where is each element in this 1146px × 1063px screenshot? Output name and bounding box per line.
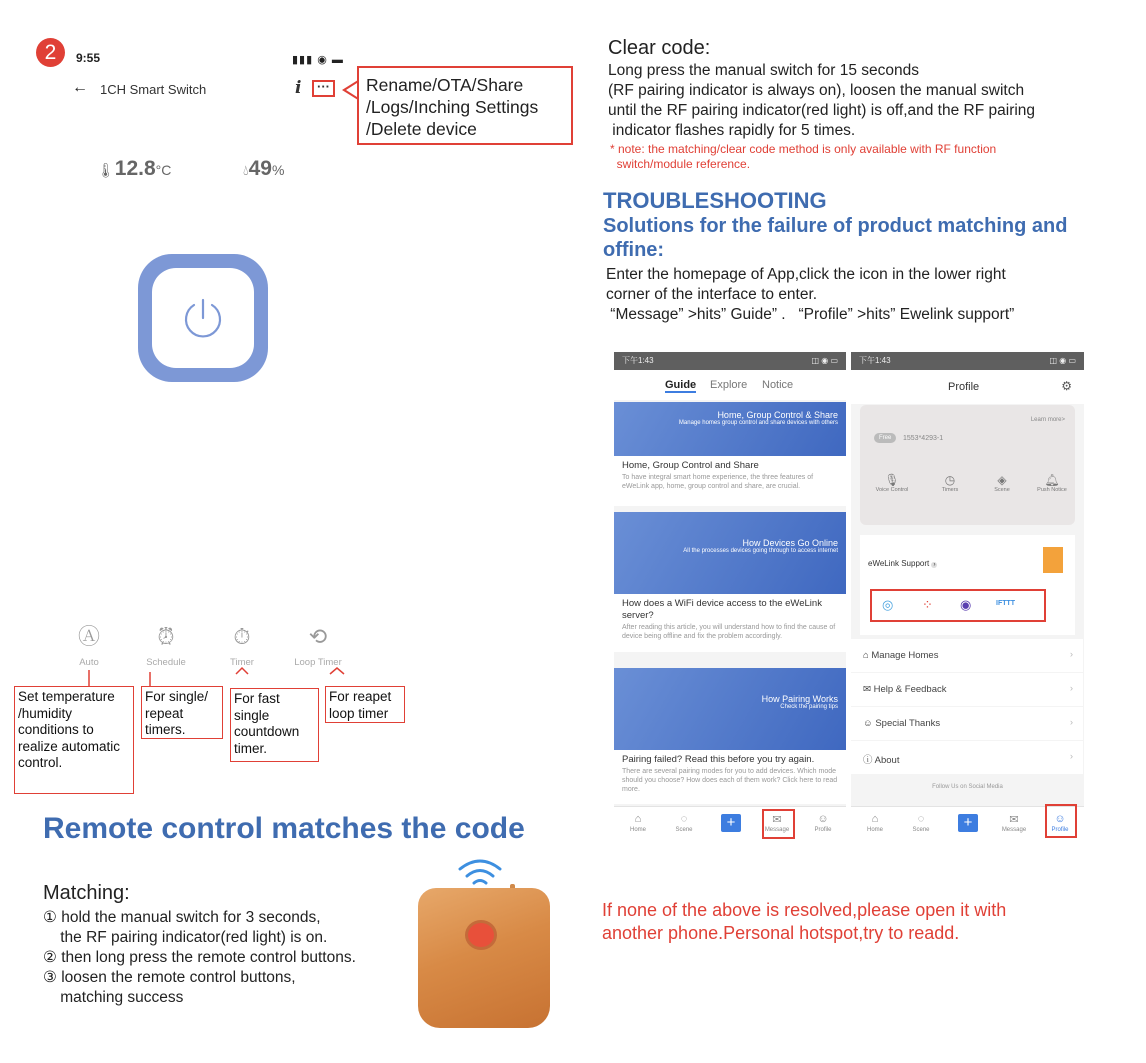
shortcut-label: Push Notice: [1037, 487, 1067, 493]
guide-status-icons: ◫ ◉ ▭: [811, 356, 838, 365]
power-button-face[interactable]: [152, 268, 254, 368]
matching-step: matching success: [43, 989, 184, 1006]
callout-rename: Rename/OTA/Share /Logs/Inching Settings /Delete device: [357, 66, 573, 145]
banner-subtitle: All the processes devices going through to access internet: [683, 548, 838, 554]
final-advice: [602, 899, 1006, 945]
clear-line: indicator flashes rapidly for 5 times.: [608, 122, 856, 139]
card-title: How does a WiFi device access to the eWeLink server?: [622, 598, 822, 621]
nav-message[interactable]: [996, 813, 1032, 833]
matching-step: ① hold the manual switch for 3 seconds,: [43, 909, 321, 926]
guide-card[interactable]: [614, 512, 846, 652]
card-title: Home, Group Control and Share: [622, 460, 759, 471]
menu-icon: ⓘ: [863, 755, 873, 766]
more-menu-button[interactable]: ···: [312, 80, 335, 97]
callout-connectors: [0, 640, 400, 690]
clear-code-body: [608, 61, 1035, 141]
nav-label: Profile: [814, 827, 832, 833]
remote-control-image: [418, 888, 550, 1028]
microphone-icon: 🎙︎: [884, 473, 900, 487]
profile-card: [860, 405, 1075, 525]
note-line: * note: the matching/clear code method is only available with RF function: [610, 142, 997, 156]
clear-line: Long press the manual switch for 15 seconds: [608, 62, 920, 79]
temperature-unit: °C: [155, 162, 172, 178]
support-card: [860, 535, 1075, 635]
nav-label: Home: [866, 827, 883, 833]
body-line: corner of the interface to enter.: [606, 286, 818, 303]
clock-icon: ◷: [944, 473, 956, 487]
troubleshooting-body: [606, 265, 1014, 325]
note-line: switch/module reference.: [610, 157, 751, 171]
menu-manage-homes[interactable]: [851, 639, 1083, 672]
tab-notice[interactable]: Notice: [762, 379, 794, 391]
callout-loop-timer: For reapet loop timer: [325, 686, 405, 723]
menu-icon: ⌂: [863, 650, 869, 661]
integrations-highlight: [870, 589, 1046, 622]
profile-highlight: [1045, 804, 1077, 838]
profile-icon: ☺: [1054, 813, 1066, 825]
chevron-right-icon: ›: [1069, 683, 1073, 694]
smartthings-icon[interactable]: ◉: [960, 597, 972, 612]
final-line: If none of the above is resolved,please open it with: [602, 900, 1007, 920]
clear-code-title: Clear code:: [608, 37, 711, 59]
shortcut-scene[interactable]: [982, 473, 1022, 493]
card-banner: [614, 512, 846, 594]
user-id: 1553*4293-1: [903, 435, 944, 442]
troubleshooting-title: TROUBLESHOOTING: [603, 188, 827, 213]
chevron-right-icon: ›: [1069, 751, 1073, 762]
profile-status-time: 下午1:43: [859, 356, 891, 365]
temperature-readout: [97, 157, 171, 181]
matching-step: the RF pairing indicator(red light) is on.: [43, 929, 328, 946]
status-time: 9:55: [76, 51, 101, 65]
cube-icon: ◈: [997, 473, 1007, 487]
banner-title: How Pairing Works: [761, 694, 838, 704]
tool-label: Timer: [230, 657, 254, 668]
shortcut-push-notice[interactable]: [1030, 473, 1074, 493]
menu-help-feedback[interactable]: [851, 673, 1083, 706]
support-title[interactable]: [868, 559, 937, 568]
banner-subtitle: Check the pairing tips: [780, 704, 838, 710]
menu-label: About: [874, 755, 900, 766]
nav-home[interactable]: [857, 813, 893, 833]
remote-red-button: [465, 920, 497, 950]
menu-about[interactable]: [851, 741, 1083, 774]
tab-guide[interactable]: Guide: [665, 379, 697, 391]
message-icon: ✉: [1009, 814, 1019, 826]
google-assistant-icon[interactable]: ⁘: [922, 597, 933, 612]
tool-label: Schedule: [146, 657, 186, 668]
banner-title: How Devices Go Online: [742, 538, 838, 548]
clear-line: until the RF pairing indicator(red light) is off,and the RF pairing: [608, 102, 1036, 119]
message-highlight: [762, 809, 795, 839]
guide-status-bar: [614, 352, 846, 370]
back-arrow-icon[interactable]: ←: [72, 79, 88, 96]
nav-label: Message: [1001, 827, 1027, 833]
chevron-right-icon: ›: [1069, 717, 1073, 728]
profile-header: [851, 370, 1084, 404]
nav-label: Message: [764, 827, 790, 833]
profile-status-icons: ◫ ◉ ▭: [1049, 356, 1076, 365]
matching-step: ③ loosen the remote control buttons,: [43, 969, 296, 986]
callout-schedule: For single/ repeat timers.: [141, 686, 223, 739]
home-icon: ⌂: [871, 813, 879, 825]
banner-subtitle: Manage homes group control and share devices with others: [678, 420, 838, 426]
humidity-unit: %: [271, 162, 285, 178]
troubleshooting-subtitle: Solutions for the failure of product matching and offine:: [603, 215, 1068, 261]
card-banner: [614, 668, 846, 750]
shortcut-voice-control[interactable]: [872, 473, 912, 493]
user-tag: Free: [874, 433, 896, 443]
matching-title: Matching:: [43, 882, 130, 904]
ifttt-icon[interactable]: IFTTT: [996, 600, 1016, 607]
matching-step: ② then long press the remote control buttons.: [43, 949, 356, 966]
body-line: “Message” >hits” Guide” . “Profile” >hits” Ewelink support”: [606, 306, 1015, 323]
profile-icon: ☺: [817, 813, 829, 825]
menu-icon: ✉: [863, 684, 871, 695]
device-title: 1CH Smart Switch: [100, 82, 207, 97]
nav-label: Scene: [912, 827, 930, 833]
menu-label: Special Thanks: [875, 718, 941, 729]
menu-special-thanks[interactable]: [851, 707, 1083, 740]
learn-more-link[interactable]: Learn more>: [1030, 417, 1065, 423]
menu-label: Help & Feedback: [873, 684, 947, 695]
support-label: eWeLink Support: [868, 559, 930, 568]
scene-icon: ◌: [917, 813, 925, 825]
card-title: Pairing failed? Read this before you try again.: [622, 754, 815, 765]
tab-explore[interactable]: Explore: [710, 379, 748, 391]
nav-label: Scene: [675, 827, 693, 833]
message-icon: ✉: [772, 814, 782, 826]
wifi-signal-icon: [452, 855, 508, 889]
shortcut-label: Timers: [941, 487, 959, 493]
menu-label: Manage Homes: [871, 650, 939, 661]
step-number-badge: 2: [36, 38, 65, 67]
status-icons: ▮▮▮ ◉ ▬: [292, 54, 344, 66]
alarm-clock-icon: ⏰︎: [157, 624, 175, 649]
matching-steps: [43, 908, 356, 1008]
profile-title: Profile: [948, 381, 980, 393]
callout-timer: For fast single countdown timer.: [230, 688, 319, 762]
humidity-readout: [243, 157, 284, 181]
shortcut-timers[interactable]: [930, 473, 970, 493]
remote-heading: Remote control matches the code: [43, 812, 525, 845]
add-button[interactable]: +: [721, 814, 741, 832]
scene-icon: ◌: [680, 813, 688, 825]
humidity-value: 49: [248, 157, 272, 180]
guide-card[interactable]: [614, 668, 846, 804]
info-icon[interactable]: i: [295, 78, 302, 98]
profile-screenshot: [851, 352, 1084, 840]
shortcut-label: Scene: [994, 487, 1010, 493]
guide-tabs: [614, 370, 846, 400]
settings-icon[interactable]: ⚙: [1061, 379, 1072, 393]
nav-profile[interactable]: [805, 813, 841, 833]
guide-bottom-nav: [614, 806, 846, 840]
alexa-icon[interactable]: ◎: [882, 597, 894, 612]
banner-title: Home, Group Control & Share: [717, 410, 838, 420]
card-desc: To have integral smart home experience, the three features of eWeLink app, home, group control and share, are crucial.: [622, 474, 814, 490]
tool-label: Loop Timer: [294, 657, 342, 668]
guide-card[interactable]: [614, 402, 846, 506]
shortcut-label: Voice Control: [875, 487, 909, 493]
guide-status-time: 下午1:43: [622, 356, 654, 365]
stopwatch-icon: ⏱︎: [233, 624, 251, 649]
home-icon: ⌂: [634, 813, 642, 825]
loop-icon: ⟲: [308, 624, 328, 649]
support-logo: [1043, 547, 1063, 573]
nav-home[interactable]: [620, 813, 656, 833]
body-line: Enter the homepage of App,click the icon in the lower right: [606, 266, 1006, 283]
callout-arrow: [342, 80, 358, 100]
card-desc: After reading this article, you will understand how to find the cause of device being offline and fix the problem accordingly.: [622, 624, 836, 640]
nav-scene[interactable]: [903, 813, 939, 833]
power-icon: [152, 268, 254, 368]
nav-scene[interactable]: [666, 813, 702, 833]
thermometer-icon: 🌡︎: [97, 162, 115, 178]
temperature-value: 12.8: [114, 157, 156, 180]
nav-label: Home: [629, 827, 646, 833]
clear-line: (RF pairing indicator is always on), loosen the manual switch: [608, 82, 1025, 99]
card-banner: [614, 402, 846, 456]
tool-label: Auto: [79, 657, 99, 668]
add-button[interactable]: +: [958, 814, 978, 832]
menu-icon: ☺: [863, 718, 873, 729]
profile-status-bar: [851, 352, 1084, 370]
auto-icon: Ⓐ: [77, 624, 100, 649]
profile-bottom-nav: [851, 806, 1084, 840]
chevron-right-icon: ›: [1069, 649, 1073, 660]
guide-screenshot: [614, 352, 846, 840]
card-desc: There are several pairing modes for you to add devices. Which mode should you choose? How does each of them work? Click here to read more.: [622, 768, 838, 793]
social-footer: Follow Us on Social Media: [932, 784, 1003, 790]
nav-label: Profile: [1051, 827, 1069, 833]
callout-auto: Set temperature /humidity conditions to realize automatic control.: [14, 686, 134, 794]
bell-icon: 🔔︎: [1044, 473, 1060, 487]
support-badge: ›: [933, 562, 936, 568]
droplet-icon: 💧︎: [243, 162, 249, 178]
clear-code-note: [610, 142, 996, 172]
final-line: another phone.Personal hotspot,try to readd.: [602, 923, 960, 943]
